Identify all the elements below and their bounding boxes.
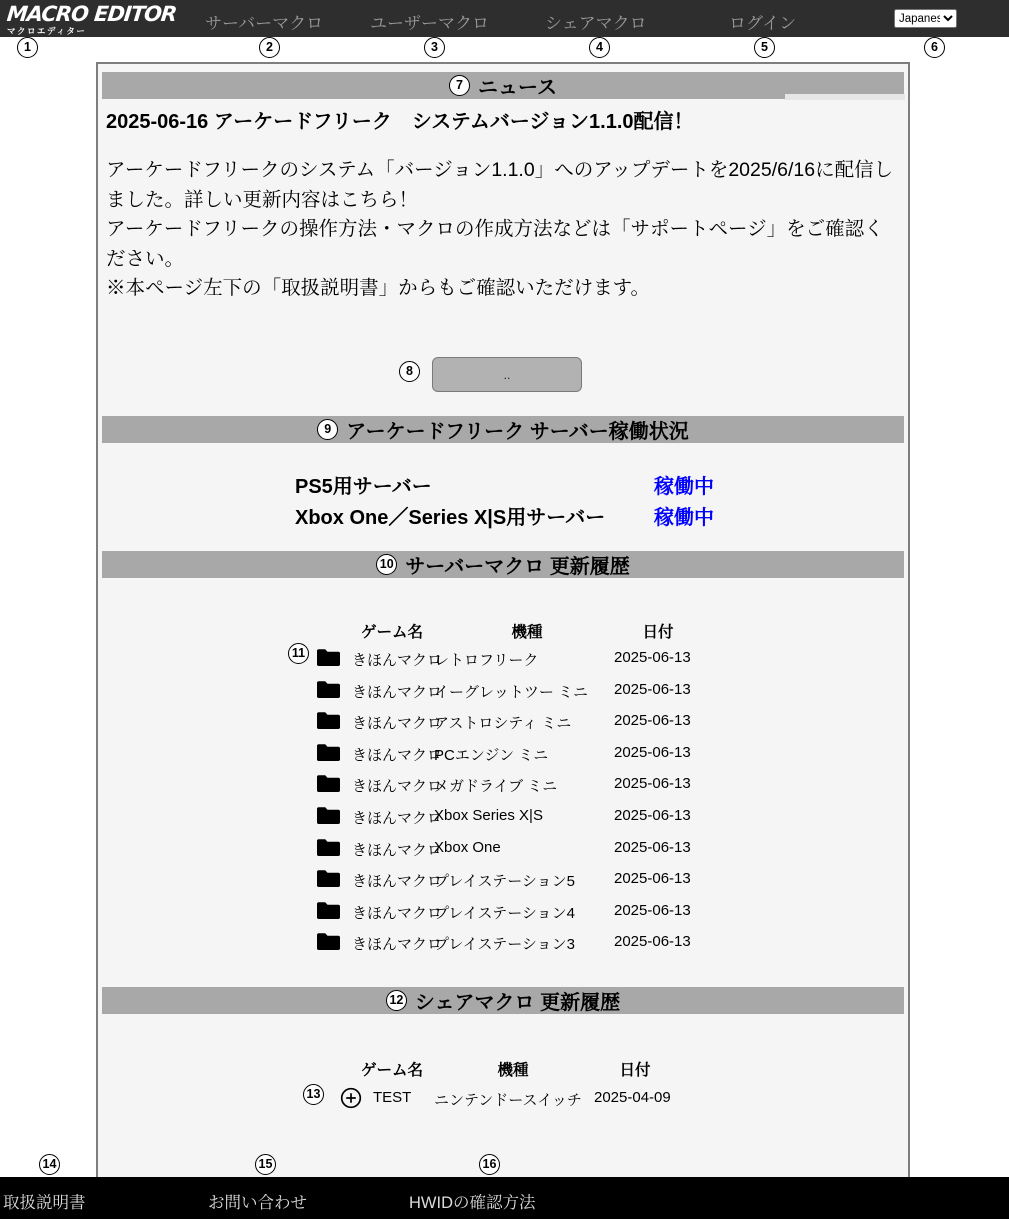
folder-icon — [316, 901, 341, 925]
annotation-marker-6: 6 — [924, 37, 945, 58]
footer-link-hwid[interactable]: HWIDの確認方法 — [409, 1194, 536, 1212]
annotation-marker-13: 13 — [303, 1084, 324, 1105]
news-paragraph-1: アーケードフリークのシステム「バージョン1.1.0」へのアップデートを2025/6/16に配信しました。詳しい更新内容はこちら！ — [106, 159, 894, 211]
row-platform: プレイステーション3 — [434, 936, 575, 954]
nav-login[interactable]: ログイン — [729, 14, 797, 33]
folder-icon — [316, 932, 341, 956]
row-game-name: きほんマクロ — [352, 810, 443, 827]
server-status-label-xbox: Xbox One／Series X|S用サーバー — [295, 507, 606, 529]
annotation-marker-10: 10 — [376, 554, 397, 575]
news-detail-button[interactable]: .. — [432, 357, 582, 392]
row-game-name: きほんマクロ — [352, 778, 443, 796]
row-platform: レトロフリーク — [434, 652, 539, 669]
share-column-header-platform: 機種 — [497, 1062, 529, 1079]
row-platform: Xbox Series X|S — [434, 807, 543, 824]
row-date: 2025-06-13 — [614, 712, 691, 730]
row-platform: Xbox One — [434, 838, 501, 856]
row-date: 2025-06-13 — [614, 838, 691, 856]
share-row-game-name: TEST — [373, 1089, 412, 1106]
row-platform: PCエンジン ミニ — [434, 746, 549, 764]
row-date: 2025-06-13 — [614, 901, 691, 919]
news-section-header — [102, 72, 904, 99]
annotation-marker-15: 15 — [255, 1154, 276, 1175]
news-section-title: ニュース — [478, 77, 557, 99]
table-row[interactable] — [98, 931, 908, 953]
row-game-name: きほんマクロ — [352, 904, 443, 922]
table-row[interactable] — [98, 679, 908, 701]
folder-icon — [316, 838, 341, 862]
nav-share-macro[interactable]: シェアマクロ — [545, 14, 647, 33]
share-column-header-game: ゲーム名 — [360, 1062, 424, 1079]
annotation-marker-3: 3 — [424, 37, 445, 58]
row-game-name: きほんマクロ — [352, 873, 443, 891]
annotation-marker-9: 9 — [317, 419, 338, 440]
row-game-name: きほんマクロ — [352, 652, 443, 669]
server-status-value-ps5: 稼働中 — [654, 476, 714, 498]
top-header — [0, 0, 1009, 37]
app-logo[interactable] — [7, 2, 176, 39]
share-macro-section-title: シェアマクロ 更新履歴 — [414, 992, 621, 1014]
annotation-marker-12: 12 — [386, 990, 407, 1011]
row-platform: アストロシティ ミニ — [434, 715, 572, 733]
annotation-marker-2: 2 — [259, 37, 280, 58]
annotation-marker-11: 11 — [288, 643, 309, 664]
footer-bar — [0, 1177, 1009, 1219]
main-content — [96, 62, 910, 1177]
row-date: 2025-06-13 — [614, 649, 691, 666]
annotation-marker-1: 1 — [17, 37, 38, 58]
logo-title: MACRO EDITOR — [5, 2, 178, 26]
folder-icon — [316, 774, 341, 798]
row-game-name: きほんマクロ — [352, 746, 443, 764]
row-game-name: きほんマクロ — [352, 841, 443, 859]
table-row[interactable] — [98, 742, 908, 764]
row-date: 2025-06-13 — [614, 680, 691, 698]
row-date: 2025-06-13 — [614, 870, 691, 888]
row-date: 2025-06-13 — [614, 933, 691, 951]
row-game-name: きほんマクロ — [352, 683, 443, 701]
table-row[interactable] — [98, 837, 908, 859]
annotation-marker-5: 5 — [754, 37, 775, 58]
table-row[interactable] — [98, 773, 908, 795]
row-game-name: きほんマクロ — [352, 936, 443, 954]
folder-icon — [316, 806, 341, 830]
news-bar-light-strip — [785, 94, 905, 100]
folder-icon — [316, 869, 341, 893]
table-row[interactable] — [98, 710, 908, 732]
logo-subtitle: マクロエディター — [7, 25, 86, 39]
footer-link-contact[interactable]: お問い合わせ — [208, 1194, 307, 1212]
nav-user-macro[interactable]: ユーザーマクロ — [370, 14, 489, 33]
column-header-date: 日付 — [642, 624, 674, 641]
table-row[interactable] — [98, 647, 908, 669]
row-platform: イーグレットツー ミニ — [434, 683, 589, 701]
folder-icon — [316, 711, 341, 735]
row-platform: メガドライブ ミニ — [434, 778, 558, 796]
row-platform: プレイステーション4 — [434, 904, 575, 922]
expand-plus-icon[interactable] — [340, 1087, 362, 1114]
share-table-row[interactable] — [98, 1087, 908, 1109]
news-headline: 2025-06-16 アーケードフリーク システムバージョン1.1.0配信！ — [106, 111, 694, 133]
footer-link-manual[interactable]: 取扱説明書 — [3, 1194, 86, 1212]
annotation-marker-8: 8 — [399, 361, 420, 382]
share-row-platform: ニンテンドースイッチ — [434, 1092, 582, 1109]
row-platform: プレイステーション5 — [434, 873, 575, 891]
table-row[interactable] — [98, 868, 908, 890]
server-status-value-xbox: 稼働中 — [654, 507, 714, 529]
server-status-section-header — [102, 416, 904, 443]
news-paragraph-2: アーケードフリークの操作方法・マクロの作成方法などは「サポートページ」をご確認ください。 — [106, 218, 884, 270]
column-header-platform: 機種 — [511, 624, 543, 641]
folder-icon — [316, 680, 341, 704]
share-row-date: 2025-04-09 — [594, 1089, 671, 1106]
row-date: 2025-06-13 — [614, 743, 691, 761]
server-status-label-ps5: PS5用サーバー — [295, 476, 432, 498]
annotation-marker-7: 7 — [449, 75, 470, 96]
row-game-name: きほんマクロ — [352, 715, 443, 733]
table-row[interactable] — [98, 805, 908, 827]
annotation-marker-14: 14 — [39, 1154, 60, 1175]
row-date: 2025-06-13 — [614, 775, 691, 793]
annotation-marker-16: 16 — [479, 1154, 500, 1175]
folder-icon — [316, 743, 341, 767]
language-select[interactable] — [894, 9, 957, 28]
server-macro-section-title: サーバーマクロ 更新履歴 — [405, 556, 630, 578]
table-row[interactable] — [98, 900, 908, 922]
news-body — [106, 156, 900, 304]
column-header-game: ゲーム名 — [360, 624, 424, 641]
server-macro-section-header — [102, 551, 904, 578]
news-paragraph-3: ※本ページ左下の「取扱説明書」からもご確認いただけます。 — [106, 277, 651, 299]
share-column-header-date: 日付 — [619, 1062, 651, 1079]
folder-icon — [316, 648, 341, 672]
annotation-marker-4: 4 — [589, 37, 610, 58]
server-status-section-title: アーケードフリーク サーバー稼働状況 — [346, 421, 689, 443]
share-macro-section-header — [102, 987, 904, 1014]
nav-server-macro[interactable]: サーバーマクロ — [205, 14, 324, 33]
row-date: 2025-06-13 — [614, 807, 691, 824]
